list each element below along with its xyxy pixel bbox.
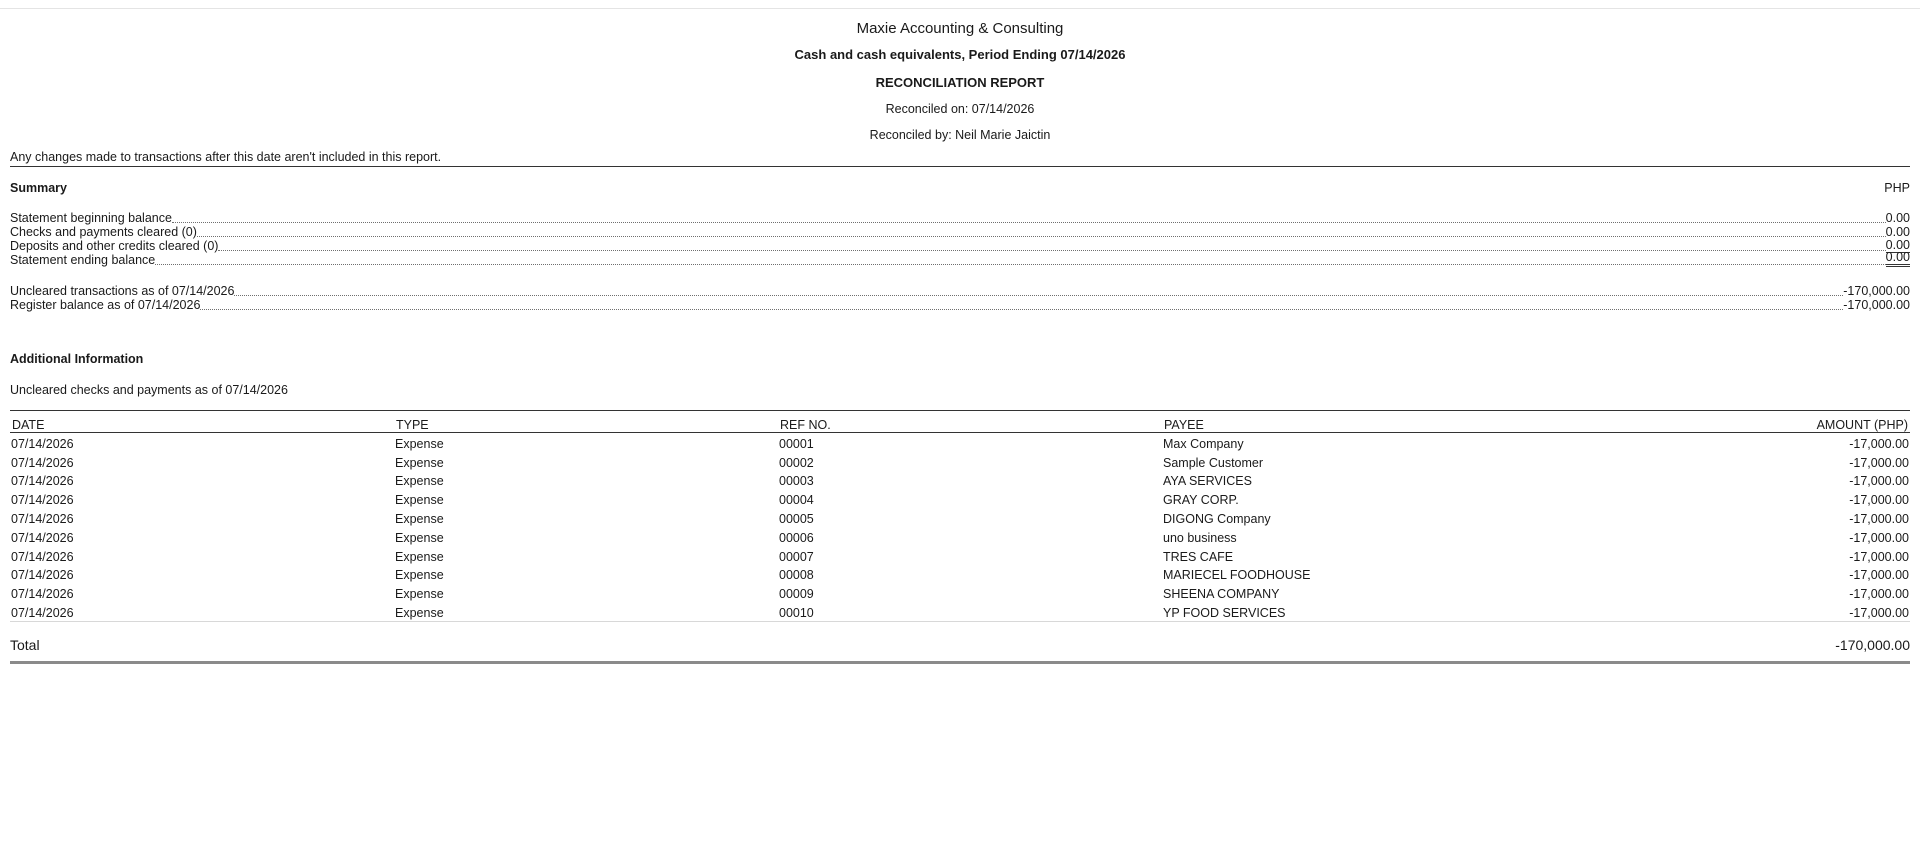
summary-line-amount: 0.00	[1885, 211, 1910, 225]
cell-type: Expense	[395, 549, 444, 564]
report-title: RECONCILIATION REPORT	[875, 75, 1045, 90]
cell-payee: AYA SERVICES	[1163, 474, 1252, 489]
summary-line-amount: 0.00	[1885, 225, 1910, 239]
table-row[interactable]	[10, 508, 1910, 527]
cell-date: 07/14/2026	[11, 511, 74, 526]
cell-date: 07/14/2026	[11, 549, 74, 564]
spacer	[10, 267, 1910, 284]
leader-dots	[197, 236, 1886, 237]
table-row[interactable]	[10, 602, 1910, 621]
summary-line-label: Checks and payments cleared (0)	[10, 225, 197, 239]
cell-type: Expense	[395, 474, 444, 489]
cell-type: Expense	[395, 436, 444, 451]
column-header-ref[interactable]: REF NO.	[778, 411, 1162, 433]
cell-payee: MARIECEL FOODHOUSE	[1163, 568, 1311, 583]
table-row[interactable]	[10, 583, 1910, 602]
summary-line-label: Statement beginning balance	[10, 211, 172, 225]
summary-line-amount: 0.00	[1885, 238, 1910, 252]
cell-ref: 00001	[779, 436, 814, 451]
cell-ref: 00002	[779, 455, 814, 470]
summary-lines	[10, 211, 1910, 312]
cell-date: 07/14/2026	[11, 587, 74, 602]
table-row[interactable]	[10, 546, 1910, 565]
leader-dots	[234, 295, 1843, 296]
cell-date: 07/14/2026	[11, 493, 74, 508]
summary-line	[10, 298, 1910, 312]
cell-payee: DIGONG Company	[1163, 511, 1271, 526]
cell-amount: -17,000.00	[1849, 587, 1909, 602]
cell-date: 07/14/2026	[10, 602, 394, 621]
table-row[interactable]	[10, 433, 1910, 452]
cell-ref: 00008	[779, 568, 814, 583]
cell-amount: -17,000.00	[1849, 530, 1909, 545]
cell-amount: -17,000.00	[1849, 474, 1909, 489]
summary-line-amount: 0.00	[1886, 250, 1910, 267]
cell-payee: TRES CAFE	[1163, 549, 1234, 564]
company-name: Maxie Accounting & Consulting	[856, 20, 1064, 37]
cell-type: Expense	[395, 455, 444, 470]
cell-type: Expense	[394, 602, 778, 621]
cell-ref: 00010	[778, 602, 1162, 621]
summary-line-amount: -170,000.00	[1843, 298, 1910, 312]
cell-type: Expense	[395, 511, 444, 526]
report-note: Any changes made to transactions after this date aren't included in this report.	[10, 148, 1910, 167]
leader-dots	[172, 222, 1886, 223]
additional-info-title: Additional Information	[10, 352, 144, 366]
cell-payee: YP FOOD SERVICES	[1162, 602, 1546, 621]
table-row[interactable]	[10, 527, 1910, 546]
cell-type: Expense	[395, 568, 444, 583]
cell-ref: 00006	[779, 530, 814, 545]
cell-ref: 00004	[779, 493, 814, 508]
leader-dots	[200, 309, 1843, 310]
summary-line	[10, 250, 1910, 267]
cell-type: Expense	[395, 530, 444, 545]
leader-dots	[218, 250, 1885, 251]
cell-payee: Sample Customer	[1163, 455, 1264, 470]
cell-payee: SHEENA COMPANY	[1163, 587, 1280, 602]
summary-title: Summary	[10, 181, 67, 195]
column-header-date[interactable]: DATE	[10, 411, 394, 433]
leader-dots	[155, 264, 1885, 265]
cell-ref: 00007	[779, 549, 814, 564]
cell-date: 07/14/2026	[11, 568, 74, 583]
cell-payee: GRAY CORP.	[1163, 493, 1239, 508]
uncleared-subtitle: Uncleared checks and payments as of 07/14/2026	[10, 383, 288, 397]
reconciled-by: Reconciled by: Neil Marie Jaictin	[869, 128, 1051, 142]
report-subtitle: Cash and cash equivalents, Period Ending 07/14/2026	[794, 47, 1126, 62]
cell-payee: Max Company	[1163, 436, 1244, 451]
summary-line-label: Statement ending balance	[10, 253, 156, 267]
column-header-payee[interactable]: PAYEE	[1162, 411, 1546, 433]
cell-date: 07/14/2026	[11, 436, 74, 451]
summary-line-label: Deposits and other credits cleared (0)	[10, 239, 219, 253]
cell-ref: 00005	[779, 511, 814, 526]
cell-type: Expense	[395, 493, 444, 508]
cell-date: 07/14/2026	[11, 530, 74, 545]
table-row[interactable]	[10, 565, 1910, 584]
column-header-amount[interactable]: AMOUNT (PHP)	[1546, 411, 1910, 433]
cell-date: 07/14/2026	[11, 474, 74, 489]
summary-line-amount: -170,000.00	[1843, 284, 1910, 298]
summary-line-label: Uncleared transactions as of 07/14/2026	[10, 284, 235, 298]
cell-amount: -17,000.00	[1849, 568, 1909, 583]
column-header-type[interactable]: TYPE	[394, 411, 778, 433]
cell-amount: -17,000.00	[1849, 511, 1909, 526]
report-header	[10, 18, 1910, 144]
summary-line-label: Register balance as of 07/14/2026	[10, 298, 201, 312]
summary-line	[10, 284, 1910, 298]
total-label: Total	[10, 636, 40, 653]
total-amount: -170,000.00	[1835, 636, 1910, 653]
total-row	[10, 635, 1910, 664]
table-row[interactable]	[10, 452, 1910, 471]
cell-amount: -17,000.00	[1546, 602, 1910, 621]
summary-line	[10, 225, 1910, 239]
table-row[interactable]	[10, 489, 1910, 508]
table-header-row	[10, 411, 1910, 433]
cell-date: 07/14/2026	[11, 455, 74, 470]
reconciled-on: Reconciled on: 07/14/2026	[885, 102, 1035, 116]
summary-line	[10, 211, 1910, 225]
cell-amount: -17,000.00	[1849, 549, 1909, 564]
summary-header	[10, 179, 1910, 197]
cell-amount: -17,000.00	[1849, 455, 1909, 470]
cell-ref: 00009	[779, 587, 814, 602]
cell-type: Expense	[395, 587, 444, 602]
cell-amount: -17,000.00	[1849, 436, 1909, 451]
reconciliation-report	[10, 18, 1910, 664]
uncleared-table	[10, 410, 1910, 622]
cell-ref: 00003	[779, 474, 814, 489]
summary-line	[10, 239, 1910, 253]
table-row[interactable]	[10, 471, 1910, 490]
cell-payee: uno business	[1163, 530, 1237, 545]
cell-amount: -17,000.00	[1849, 493, 1909, 508]
currency-label: PHP	[1884, 181, 1910, 195]
top-divider	[0, 8, 1920, 9]
